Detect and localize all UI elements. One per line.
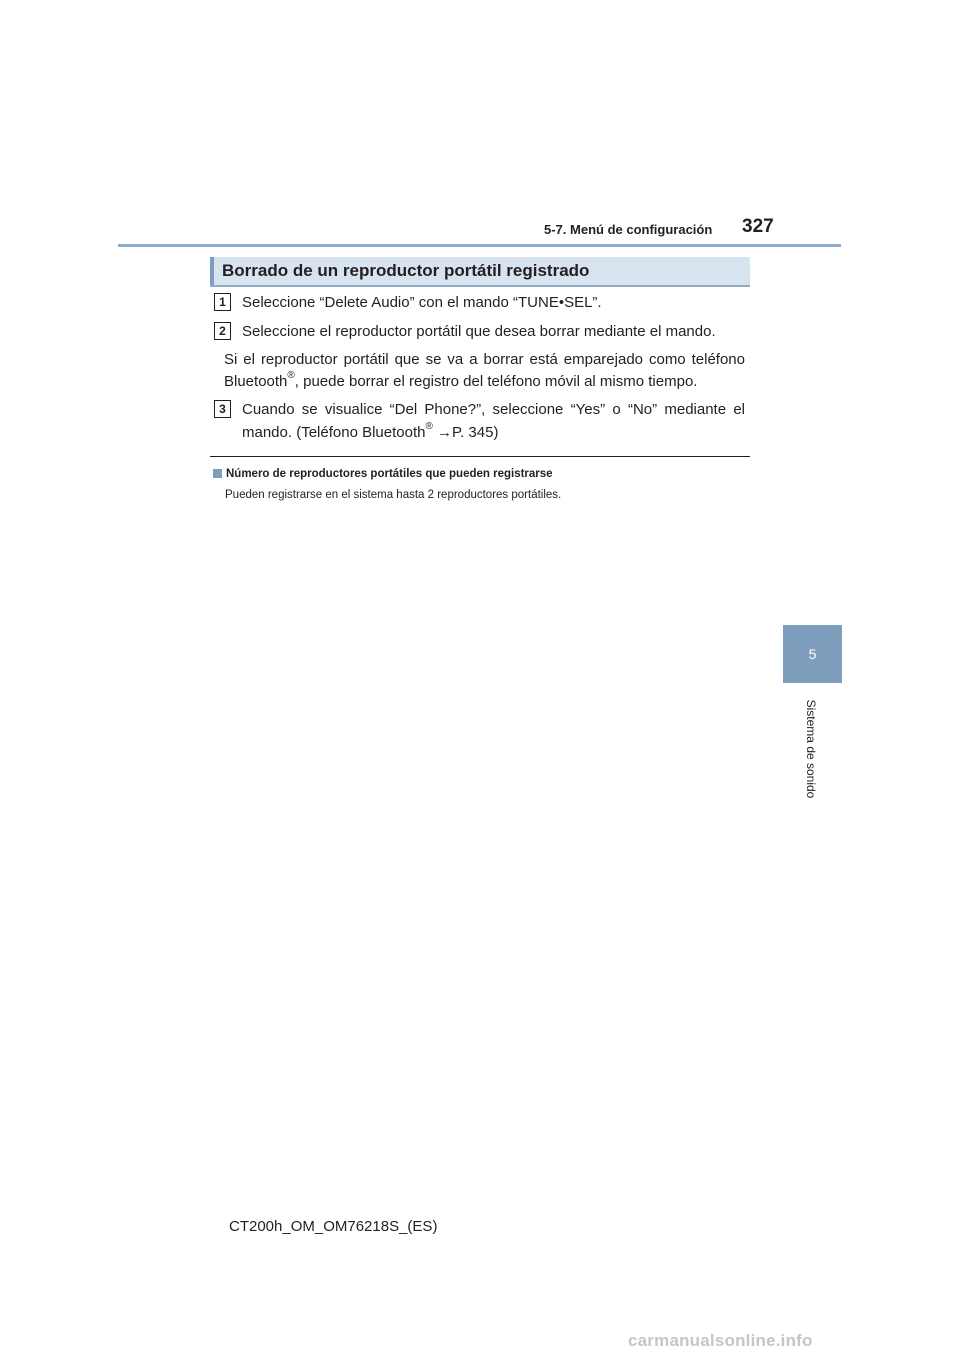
chapter-label: Sistema de sonido	[804, 699, 818, 799]
step-3-line-2-start: mando. (Teléfono Bluetooth	[242, 424, 426, 441]
registered-mark: ®	[425, 421, 433, 432]
registered-mark: ®	[287, 370, 295, 381]
note-heading	[213, 468, 553, 480]
header-section-title: 5-7. Menú de configuración	[544, 222, 713, 237]
section-heading-underline	[210, 285, 750, 287]
chapter-tab	[783, 625, 842, 683]
note-heading-text: Número de reproductores portátiles que pueden registrarse	[226, 468, 553, 480]
step-1-text: Seleccione “Delete Audio” con el mando “TUNE•SEL”.	[242, 294, 602, 311]
section-title: Borrado de un reproductor portátil registrado	[222, 261, 590, 280]
step-2-text: Seleccione el reproductor portátil que desea borrar mediante el mando.	[242, 323, 716, 340]
chapter-label-container	[803, 694, 819, 804]
footer-code: CT200h_OM_OM76218S_(ES)	[229, 1218, 438, 1235]
step-number-1: 1	[214, 293, 231, 311]
chapter-number: 5	[808, 646, 817, 662]
square-bullet-icon	[213, 469, 222, 478]
step-3-line-2	[242, 421, 498, 445]
paragraph-bluetooth: Bluetooth	[224, 373, 288, 390]
paragraph-line-1: Si el reproductor portátil que se va a borrar está emparejado como teléfono	[224, 351, 745, 368]
step-number-2: 2	[214, 322, 231, 340]
header-divider	[118, 244, 841, 247]
step-3-line-1: Cuando se visualice “Del Phone?”, seleccione “Yes” o “No” mediante el	[242, 401, 745, 418]
arrow-icon: →	[437, 424, 453, 441]
page-reference: P. 345)	[452, 424, 499, 441]
paragraph-line-2	[224, 370, 697, 394]
page-number: 327	[742, 216, 774, 237]
note-body: Pueden registrarse en el sistema hasta 2 reproductores portátiles.	[225, 489, 562, 501]
step-number-3: 3	[214, 400, 231, 418]
paragraph-line-2-rest: , puede borrar el registro del teléfono móvil al mismo tiempo.	[294, 373, 698, 390]
watermark: carmanualsonline.info	[628, 1331, 813, 1350]
note-divider	[210, 456, 750, 457]
